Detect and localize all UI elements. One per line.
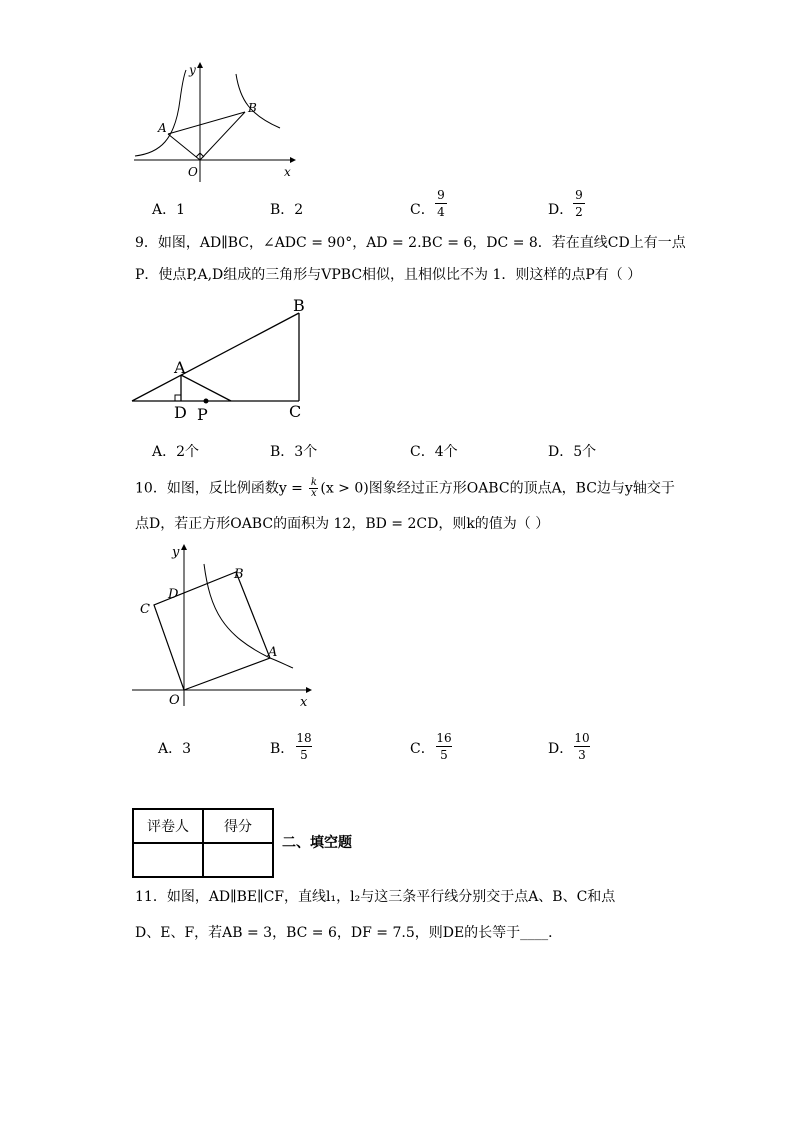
y-axis-arrow — [197, 62, 203, 68]
hyperbola-left-branch — [135, 70, 186, 156]
x-axis-arrow — [290, 157, 296, 163]
q10-option-c-fraction: 16 5 — [436, 731, 452, 762]
label-o: O — [188, 165, 198, 179]
q8-option-d[interactable]: D． — [548, 202, 574, 218]
label-a: A — [174, 358, 186, 377]
label-o: O — [169, 693, 180, 708]
label-y: y — [172, 545, 180, 560]
label-d: D — [168, 587, 179, 602]
segment-ob — [200, 112, 245, 160]
figure-q9 — [128, 295, 318, 425]
label-b: B — [293, 296, 305, 315]
q11-line-1: 11．如图，AD∥BE∥CF，直线l₁，l₂与这三条平行线分别交于点A、B、C和点 — [135, 889, 616, 905]
hyperbola-right-branch — [236, 74, 280, 128]
q8-option-c-fraction: 9 4 — [435, 188, 447, 219]
label-d: D — [174, 403, 187, 422]
q10-option-b[interactable]: B． — [270, 741, 295, 757]
figure-q10 — [128, 540, 318, 710]
q8-option-a[interactable]: A．1 — [152, 202, 186, 218]
label-a: A — [268, 645, 278, 660]
score-table — [132, 808, 274, 878]
segment-ab — [168, 112, 245, 134]
q9-option-c[interactable]: C．4个 — [410, 444, 458, 460]
line-through-a-b — [132, 313, 299, 401]
label-x: x — [284, 165, 291, 179]
q9-option-d[interactable]: D．5个 — [548, 444, 597, 460]
x-axis-arrow — [306, 687, 312, 693]
q10-option-d[interactable]: D． — [548, 741, 574, 757]
point-p — [204, 399, 209, 404]
score-table-score-cell[interactable] — [203, 843, 273, 877]
q10-line-2: 点D，若正方形OABC的面积为 12，BD = 2CD，则k的值为（ ） — [135, 516, 550, 532]
label-c: C — [289, 402, 302, 421]
q10-line-1: 10．如图，反比例函数y = $\frac{k}{x}$ (x > 0)图象经过正方形OABC的顶点A，BC边与y轴交于 — [135, 477, 675, 499]
q8-option-d-fraction: 9 2 — [573, 188, 585, 219]
label-c: C — [140, 602, 150, 617]
q11-line-2: D、E、F，若AB = 3，BC = 6，DF = 7.5，则DE的长等于____． — [135, 925, 563, 941]
k-over-x-fraction: $\frac{k}{x}$ — [310, 477, 317, 499]
label-x: x — [300, 695, 308, 710]
q8-option-c[interactable]: C． — [410, 202, 435, 218]
q9-line-1: 9．如图，AD∥BC，∠ADC = 90°，AD = 2.BC = 6，DC = 8．若在直线CD上有一点 — [135, 235, 686, 251]
label-a: A — [158, 121, 167, 135]
segment-a-slope — [181, 375, 231, 401]
y-axis-arrow — [181, 544, 187, 550]
label-p: P — [197, 405, 208, 424]
q10-option-a[interactable]: A．3 — [158, 741, 192, 757]
section-title: 二、填空题 — [282, 835, 352, 851]
q8-option-b[interactable]: B．2 — [270, 202, 304, 218]
q9-line-2: P．使点P,A,D组成的三角形与VPBC相似，且相似比不为 1．则这样的点P有（ ） — [135, 267, 642, 283]
label-y: y — [189, 63, 196, 77]
q9-option-a[interactable]: A．2个 — [152, 444, 200, 460]
q10-option-d-fraction: 10 3 — [574, 731, 590, 762]
right-angle-mark — [175, 395, 181, 401]
q10-option-b-fraction: 18 5 — [296, 731, 312, 762]
score-table-header-grader: 评卷人 — [133, 809, 203, 843]
figure-q8 — [130, 60, 300, 185]
segment-oa — [168, 134, 200, 160]
score-table-header-score: 得分 — [203, 809, 273, 843]
label-b: B — [248, 101, 257, 115]
q9-option-b[interactable]: B．3个 — [270, 444, 318, 460]
q10-option-c[interactable]: C． — [410, 741, 435, 757]
score-table-grader-cell[interactable] — [133, 843, 203, 877]
label-b: B — [234, 567, 244, 582]
